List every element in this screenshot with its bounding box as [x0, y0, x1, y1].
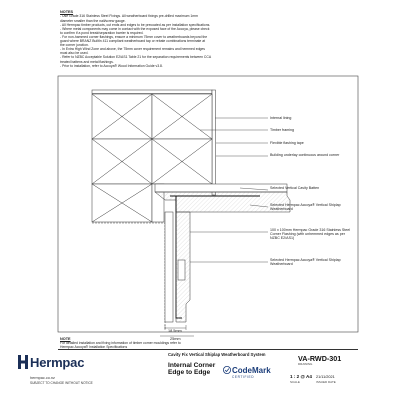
note-line: - In Extra High Wind Zone and above, the 75mm cover requirement remains and hemmed edges	[60, 47, 205, 52]
shiplap-joint	[178, 260, 185, 280]
drawing-title-line-1: Internal Corner	[168, 362, 216, 369]
building-underlay	[92, 223, 165, 330]
drawing-title-line-2: Edge to Edge	[168, 369, 211, 377]
bottom-notes-heading: NOTE	[60, 337, 71, 341]
codemark-subtext: CERTIFIED	[232, 375, 255, 379]
note-line: - Prior to installation, refer to Accoya® Wood Information Guide v3.8.	[60, 63, 163, 68]
bottom-note-line: Hermpac Accoya® Installation Specifications	[60, 345, 128, 350]
note-line: - Use Grade 316 Stainless Steel Fixings. All weatherboard fixings pre-drilled maximum 1mm	[60, 14, 198, 19]
subject-to-change: SUBJECT TO CHANGE WITHOUT NOTICE	[30, 381, 93, 385]
callout-internal-lining: Internal lining	[270, 116, 292, 120]
bottom-notes	[60, 337, 340, 349]
note-line: - Where metal components may come in contact with the exposed face of the Accoya, please check	[60, 26, 210, 31]
hermpac-logo-icon	[18, 355, 28, 369]
callout-timber-framing: Timber framing	[270, 128, 295, 132]
cavity-batten-vertical	[165, 212, 173, 322]
cavity-batten-horizontal	[155, 184, 287, 192]
callout-weatherboard-1: Selected Hermpac Accoya® Vertical Shiplap Weatherboard	[270, 203, 341, 212]
codemark-logo: CodeMark	[232, 366, 271, 375]
note-line: diameter smaller than the nail/screw gauge.	[60, 18, 126, 23]
drawing-number-label: DRAWING	[298, 362, 313, 366]
project-title: Cavity Fix Vertical Shiplap Weatherboard System	[168, 352, 266, 357]
note-line: guard where BRANZ BuiltIn 411 compliant weatherboard tap or rebate combinations terminate at	[60, 39, 206, 44]
callout-cavity-batten: Selected Vertical Cavity Batten	[270, 186, 320, 190]
callout-corner-flashing: 100 x 100mm Hermpac Grade 316 Stainless Steel Corner Flashing (with unhemmed edges as per NZBC E2/AS1)	[270, 228, 351, 241]
bottom-note-line: For detailed installation and fixing information of timber corner mouldings refer to	[60, 341, 181, 346]
codemark-check-icon	[223, 366, 231, 374]
dimension-18-5: 18.5mm	[168, 329, 182, 333]
note-line: - All Hermpac timber products, cut ends and edges to be precoated as per installation specifications.	[60, 22, 211, 27]
internal-lining-top	[92, 90, 212, 94]
note-line: to confirm if a pond break/separation barrier is required.	[60, 30, 144, 35]
callout-building-underlay: Building underlay continuous around corner	[270, 153, 340, 157]
internal-lining-side	[212, 90, 216, 195]
scale-label: SCALE	[290, 380, 300, 384]
drawing-number: VA-RWD-301	[298, 354, 342, 363]
drawing-title	[168, 362, 228, 376]
note-line: must also be used.	[60, 51, 89, 56]
dimension-25: 25mm	[170, 337, 181, 341]
brand-logo: Hermpac	[30, 355, 85, 370]
callout-flashing-tape: Flexible flashing tape	[270, 141, 304, 145]
notes-heading: NOTES	[60, 10, 74, 14]
website: hermpac.co.nz	[30, 376, 55, 380]
note-line: the corner junction.	[60, 43, 89, 48]
note-line: - For non-hammed corner flashings, ensure a minimum 75mm cover to weatherboards beyond the	[60, 34, 208, 39]
issued-date: 21/11/2021	[316, 375, 335, 379]
issued-date-label: ISSUED DATE	[316, 380, 336, 384]
callout-weatherboard-2: Selected Hermpac Accoya® Vertical Shiplap Weatherboard	[270, 258, 341, 267]
note-line: - Refer to NZBC Acceptable Solution E2/AS1 Table 21 for the separation requirements between CCA	[60, 55, 212, 60]
note-line: treated battens and metal flashings.	[60, 59, 114, 64]
scale-value: 1 : 2 @ A4	[290, 374, 312, 379]
